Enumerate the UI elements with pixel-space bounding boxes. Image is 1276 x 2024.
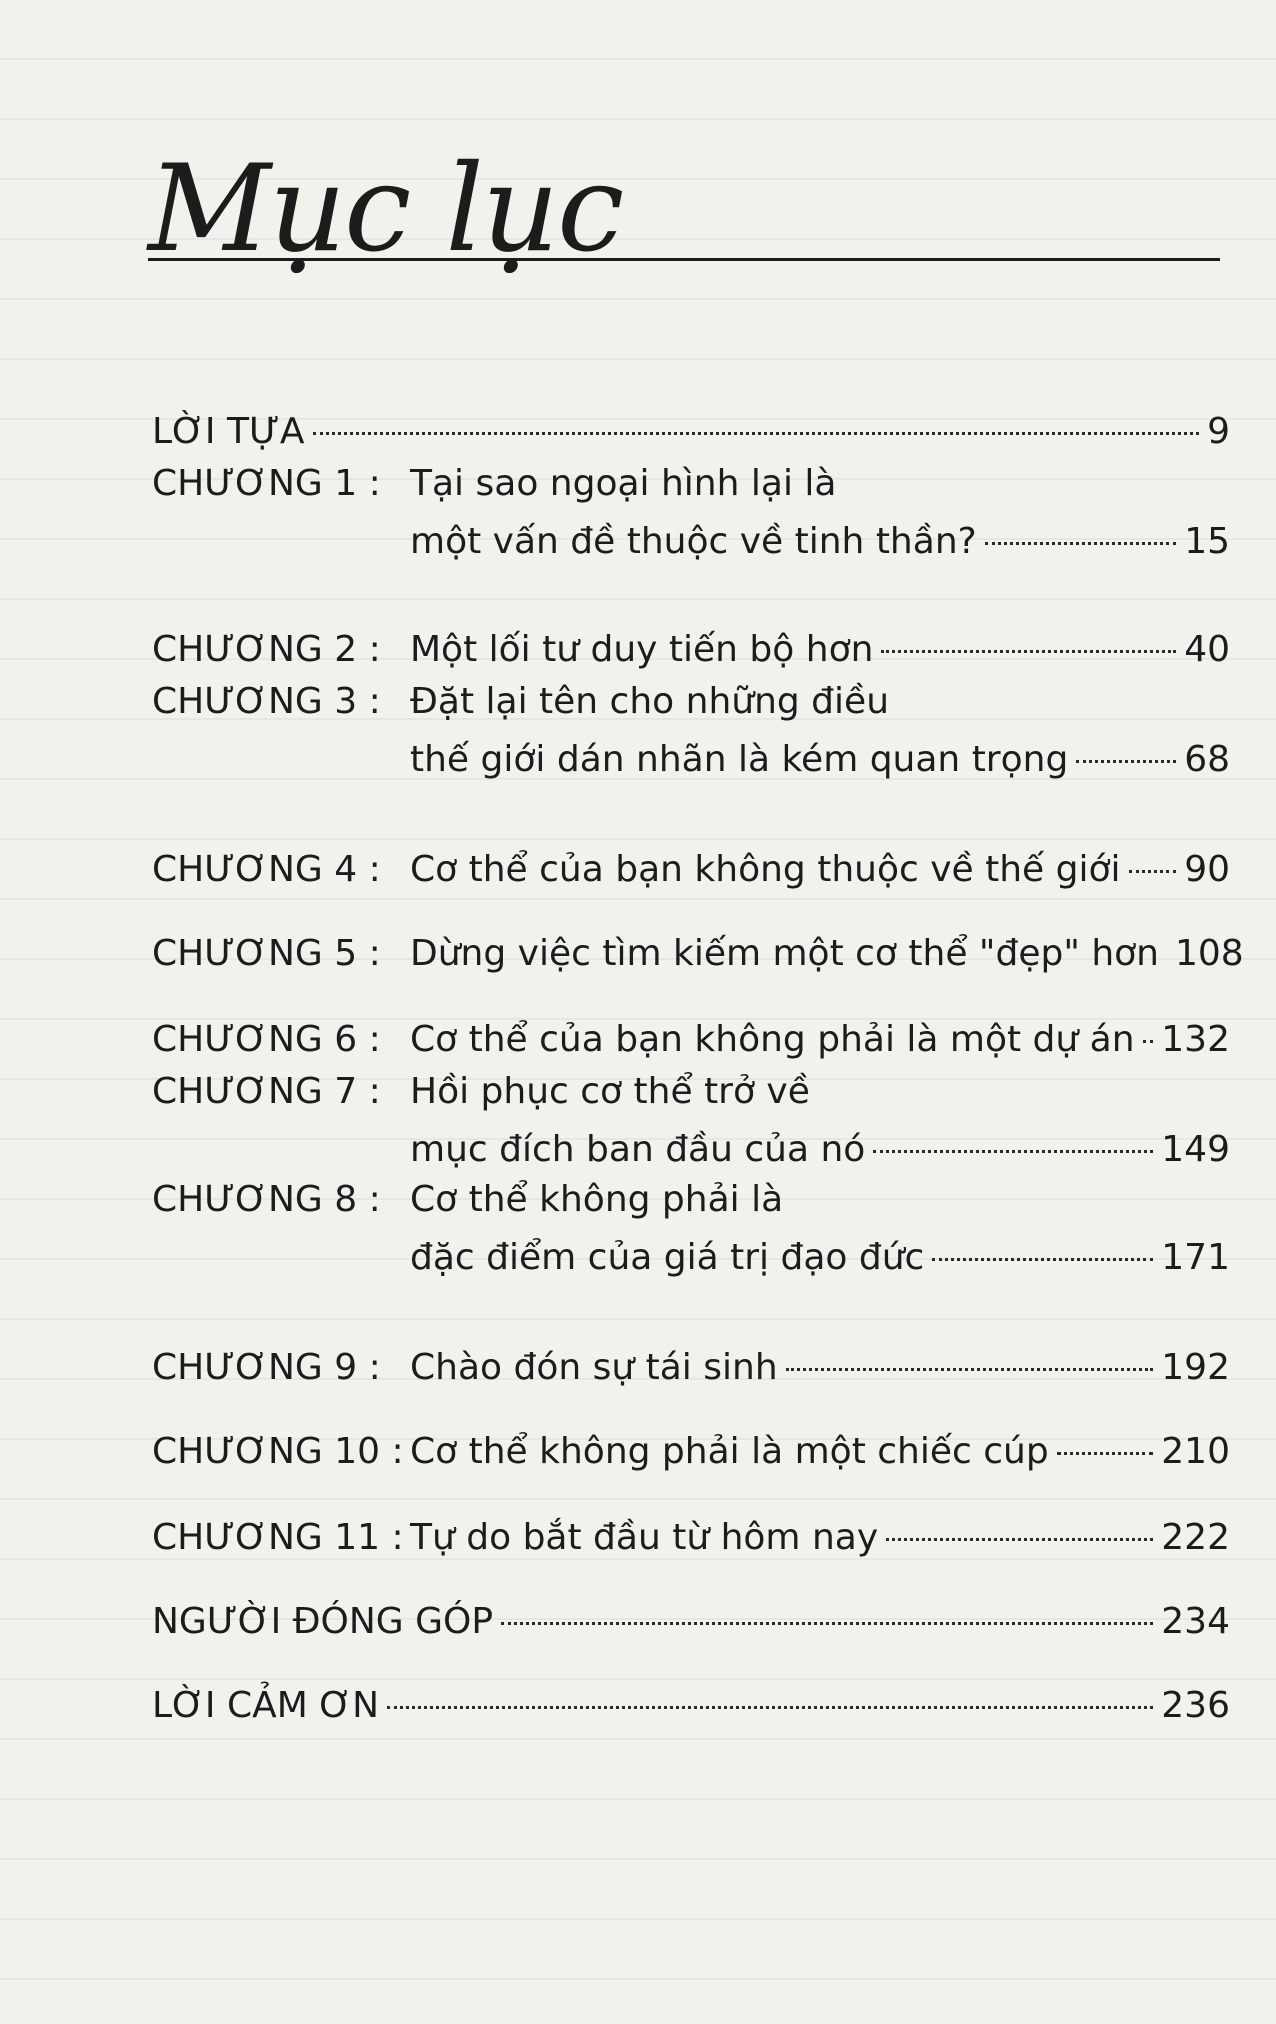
dot-leader <box>1057 1452 1154 1455</box>
chapter-title: LỜI CẢM ƠN <box>152 1685 380 1726</box>
toc-entry[interactable] <box>152 1070 1230 1172</box>
chapter-label: CHƯƠNG 7 : <box>152 1071 381 1112</box>
title-area <box>148 140 1218 279</box>
chapter-title: một vấn đề thuộc về tinh thần? <box>410 521 977 562</box>
toc-entry[interactable] <box>152 848 1230 892</box>
chapter-title: NGƯỜI ĐÓNG GÓP <box>152 1601 494 1642</box>
page-number: 236 <box>1161 1685 1230 1726</box>
toc-entry[interactable] <box>152 1430 1230 1474</box>
chapter-title: đặc điểm của giá trị đạo đức <box>410 1237 925 1278</box>
dot-leader <box>886 1538 1153 1541</box>
chapter-label: CHƯƠNG 2 : <box>152 629 381 670</box>
toc-entry[interactable] <box>152 1684 1230 1728</box>
toc-row <box>410 1516 1230 1560</box>
chapter-title-line1: Hồi phục cơ thể trở về <box>410 1071 810 1112</box>
chapter-label: CHƯƠNG 10 : <box>152 1431 404 1472</box>
toc-entry[interactable] <box>152 410 1230 454</box>
dot-leader <box>1076 760 1176 763</box>
toc-row <box>410 738 1230 782</box>
chapter-title: Dừng việc tìm kiếm một cơ thể "đẹp" hơn <box>410 933 1159 974</box>
chapter-label: CHƯƠNG 1 : <box>152 463 381 504</box>
page-number: 90 <box>1184 849 1230 890</box>
dot-leader <box>881 650 1176 653</box>
chapter-label: CHƯƠNG 8 : <box>152 1179 381 1220</box>
chapter-title-line1: Cơ thể không phải là <box>410 1179 784 1220</box>
toc-row <box>152 410 1230 454</box>
page-number: 192 <box>1161 1347 1230 1388</box>
chapter-title: Chào đón sự tái sinh <box>410 1347 778 1388</box>
chapter-title: thế giới dán nhãn là kém quan trọng <box>410 739 1069 780</box>
dot-leader <box>1143 1040 1154 1043</box>
page-number: 222 <box>1161 1517 1230 1558</box>
dot-leader <box>932 1258 1153 1261</box>
chapter-label: CHƯƠNG 6 : <box>152 1019 381 1060</box>
toc-entry[interactable] <box>152 1516 1230 1560</box>
page-number: 40 <box>1184 629 1230 670</box>
page-number: 171 <box>1161 1237 1230 1278</box>
toc-row <box>152 1684 1230 1728</box>
page-number: 234 <box>1161 1601 1230 1642</box>
chapter-label: CHƯƠNG 5 : <box>152 933 381 974</box>
chapter-title: mục đích ban đầu của nó <box>410 1129 866 1170</box>
page-number: 15 <box>1184 521 1230 562</box>
toc-row <box>410 1236 1230 1280</box>
toc-entry[interactable] <box>152 1178 1230 1280</box>
chapter-label: CHƯƠNG 3 : <box>152 681 381 722</box>
dot-leader <box>873 1150 1153 1153</box>
toc-row <box>410 1128 1230 1172</box>
chapter-label: CHƯƠNG 4 : <box>152 849 381 890</box>
toc-row <box>410 628 1230 672</box>
chapter-title: Một lối tư duy tiến bộ hơn <box>410 629 874 670</box>
toc-entry[interactable] <box>152 1346 1230 1390</box>
chapter-title-line1: Tại sao ngoại hình lại là <box>410 463 837 504</box>
page-number: 68 <box>1184 739 1230 780</box>
toc-entry[interactable] <box>152 1018 1230 1062</box>
page-number: 108 <box>1175 933 1244 974</box>
dot-leader <box>313 432 1200 435</box>
toc-entry[interactable] <box>152 1600 1230 1644</box>
toc-row <box>410 1430 1230 1474</box>
dot-leader <box>387 1706 1153 1709</box>
title-rule <box>148 258 1220 261</box>
toc-row <box>410 1346 1230 1390</box>
toc-row <box>410 848 1230 892</box>
toc-row <box>410 520 1230 564</box>
toc-row <box>410 1018 1230 1062</box>
toc-entry[interactable] <box>152 680 1230 782</box>
dot-leader <box>501 1622 1153 1625</box>
page-number: 9 <box>1207 411 1230 452</box>
chapter-title: Cơ thể không phải là một chiếc cúp <box>410 1431 1049 1472</box>
toc-entry[interactable] <box>152 462 1230 564</box>
page-number: 149 <box>1161 1129 1230 1170</box>
dot-leader <box>786 1368 1154 1371</box>
chapter-title: Cơ thể của bạn không thuộc về thế giới <box>410 849 1121 890</box>
chapter-title-line1: Đặt lại tên cho những điều <box>410 681 890 722</box>
page-title: Mục lục <box>148 140 623 279</box>
chapter-title: Cơ thể của bạn không phải là một dự án <box>410 1019 1135 1060</box>
toc-entry[interactable] <box>152 932 1244 976</box>
toc-row <box>410 932 1244 976</box>
chapter-title: LỜI TỰA <box>152 411 305 452</box>
dot-leader <box>1129 870 1177 873</box>
chapter-label: CHƯƠNG 11 : <box>152 1517 404 1558</box>
chapter-label: CHƯƠNG 9 : <box>152 1347 381 1388</box>
chapter-title: Tự do bắt đầu từ hôm nay <box>410 1517 879 1558</box>
page-number: 210 <box>1161 1431 1230 1472</box>
dot-leader <box>985 542 1176 545</box>
page-number: 132 <box>1161 1019 1230 1060</box>
toc-entry[interactable] <box>152 628 1230 672</box>
toc-row <box>152 1600 1230 1644</box>
